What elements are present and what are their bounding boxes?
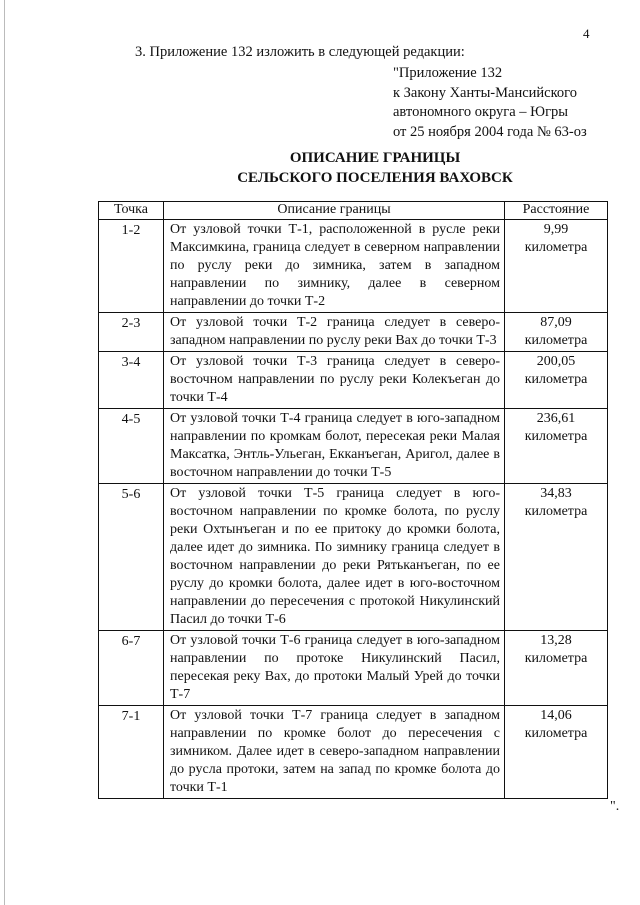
row-distance xyxy=(505,409,608,484)
appendix-line: автономного округа – Югры xyxy=(393,104,569,120)
row-description: От узловой точки Т-6 граница следует в юго-западном направлении по протоке Никулинский Пасил, пересекая реку Вах, до протоки Малый Урей до точки Т-7 xyxy=(164,631,505,706)
row-point: 1-2 xyxy=(99,220,164,313)
distance-unit: километра xyxy=(524,651,588,666)
row-distance xyxy=(505,313,608,352)
table-row xyxy=(99,409,608,484)
distance-unit: километра xyxy=(524,240,588,255)
row-description: От узловой точки Т-5 граница следует в юго-восточном направлении по кромке болота, по руслу реки Охтынъеган и по ее притоку до кромки болота, далее идет до зимника. По зимнику граница следует в восточном направлении до реки Рятьканъеган, по ее руслу до кромки болота, далее идет в юго-восточном направлении до пересечения с протокой Никулинский Пасил до точки Т-6 xyxy=(164,484,505,631)
distance-value: 200,05 xyxy=(536,354,576,369)
distance-unit: километра xyxy=(524,372,588,387)
header-point: Точка xyxy=(99,202,164,220)
row-distance xyxy=(505,484,608,631)
closing-quote: ". xyxy=(610,799,620,814)
row-point: 5-6 xyxy=(99,484,164,631)
boundary-table xyxy=(98,201,608,799)
distance-value: 13,28 xyxy=(540,633,572,648)
table-row xyxy=(99,352,608,409)
row-description: От узловой точки Т-2 граница следует в северо-западном направлении по руслу реки Вах до точки Т-3 xyxy=(164,313,505,352)
distance-unit: километра xyxy=(524,333,588,348)
row-point: 7-1 xyxy=(99,706,164,799)
row-description: От узловой точки Т-4 граница следует в юго-западном направлении по кромкам болот, пересекая реки Малая Максатка, Энтль-Ульеган, Екканъеган, Аригол, далее в восточном направлении до точки Т-5 xyxy=(164,409,505,484)
row-distance xyxy=(505,631,608,706)
distance-value: 34,83 xyxy=(540,486,572,501)
appendix-line: от 25 ноября 2004 года № 63-оз xyxy=(393,123,587,140)
distance-unit: километра xyxy=(524,429,588,444)
table-header-row xyxy=(99,202,608,220)
distance-value: 87,09 xyxy=(540,315,572,330)
row-point: 4-5 xyxy=(99,409,164,484)
row-distance xyxy=(505,220,608,313)
title-line: СЕЛЬСКОГО ПОСЕЛЕНИЯ ВАХОВСК xyxy=(237,170,513,186)
appendix-line: "Приложение 132 xyxy=(393,65,503,81)
row-point: 2-3 xyxy=(99,313,164,352)
table-row xyxy=(99,631,608,706)
distance-value: 9,99 xyxy=(543,222,569,237)
row-description: От узловой точки Т-3 граница следует в северо-восточном направлении по руслу реки Колекъеган до точки Т-4 xyxy=(164,352,505,409)
row-distance xyxy=(505,352,608,409)
table-row xyxy=(99,220,608,313)
page-number: 4 xyxy=(583,26,590,41)
row-point: 3-4 xyxy=(99,352,164,409)
appendix-line: к Закону Ханты-Мансийского xyxy=(393,84,578,101)
scan-edge-line xyxy=(4,0,5,905)
table-row xyxy=(99,484,608,631)
amendment-instruction: 3. Приложение 132 изложить в следующей редакции: xyxy=(135,44,465,60)
distance-unit: километра xyxy=(524,726,588,741)
table-row xyxy=(99,706,608,799)
distance-unit: километра xyxy=(524,504,588,519)
distance-value: 236,61 xyxy=(536,411,576,426)
table-row xyxy=(99,313,608,352)
document-title xyxy=(0,148,640,188)
header-description: Описание границы xyxy=(164,202,505,220)
row-distance xyxy=(505,706,608,799)
row-point: 6-7 xyxy=(99,631,164,706)
row-description: От узловой точки Т-1, расположенной в русле реки Максимкина, граница следует в северном направлении по руслу реки до зимника, затем в западном направлении по зимнику, далее в северном направлении до точки Т-2 xyxy=(164,220,505,313)
row-description: От узловой точки Т-7 граница следует в западном направлении по кромке болот до пересечения с зимником. Далее идет в северо-западном направлении до русла протоки, затем на запад по кромке болота до точки Т-1 xyxy=(164,706,505,799)
header-distance: Расстояние xyxy=(505,202,608,220)
appendix-reference xyxy=(393,64,587,142)
title-line: ОПИСАНИЕ ГРАНИЦЫ xyxy=(289,150,461,166)
distance-value: 14,06 xyxy=(540,708,572,723)
